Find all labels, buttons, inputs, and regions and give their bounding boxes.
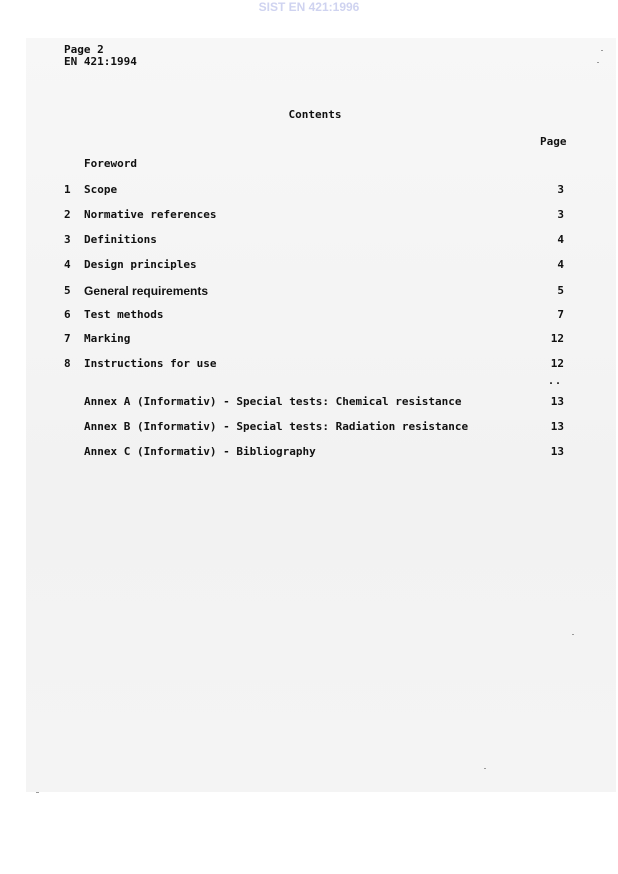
toc-row-annex-a	[0, 395, 618, 409]
toc-page: 4	[557, 233, 564, 246]
stray-dots: ..	[548, 376, 563, 387]
scan-speck	[36, 792, 39, 793]
toc-label: Instructions for use	[84, 357, 217, 370]
toc-label: Scope	[84, 183, 118, 196]
page-column-heading: Page	[540, 135, 567, 148]
scan-speck	[484, 768, 486, 769]
toc-label: Marking	[84, 332, 131, 345]
toc-row-marking	[0, 332, 618, 346]
toc-row-definitions	[0, 233, 618, 247]
page-header	[64, 44, 137, 68]
toc-label: Design principles	[84, 258, 197, 271]
toc-row-design-principles	[0, 258, 618, 272]
toc-row-annex-c	[0, 445, 618, 459]
toc-row-general-requirements	[0, 284, 618, 298]
scan-speck	[572, 634, 574, 635]
toc-label: Definitions	[84, 233, 157, 246]
toc-page: 12	[550, 357, 564, 370]
annex-page: 13	[550, 445, 564, 458]
toc-number: 3	[64, 233, 71, 246]
annex-label: Annex C (Informativ) - Bibliography	[84, 445, 316, 458]
toc-page: 3	[557, 208, 564, 221]
toc-label: General requirements	[84, 284, 209, 298]
toc-label: Test methods	[84, 308, 164, 321]
watermark: SIST EN 421:1996	[258, 0, 360, 14]
toc-number: 1	[64, 183, 71, 196]
toc-number: 6	[64, 308, 71, 321]
page-number: Page 2	[64, 43, 104, 56]
toc-number: 2	[64, 208, 71, 221]
toc-label: Foreword	[84, 157, 137, 170]
toc-number: 4	[64, 258, 71, 271]
toc-page: 4	[557, 258, 564, 271]
annex-page: 13	[550, 395, 564, 408]
toc-label: Normative references	[84, 208, 217, 221]
toc-number: 8	[64, 357, 71, 370]
scan-speck	[601, 50, 603, 51]
toc-row-foreword	[0, 157, 618, 171]
annex-label: Annex B (Informativ) - Special tests: Radiation resistance	[84, 420, 469, 433]
contents-title: Contents	[288, 108, 342, 121]
scan-speck	[597, 62, 599, 63]
toc-row-test-methods	[0, 308, 618, 322]
annex-label: Annex A (Informativ) - Special tests: Chemical resistance	[84, 395, 462, 408]
annex-page: 13	[550, 420, 564, 433]
scanned-page	[26, 38, 616, 792]
toc-row-scope	[0, 183, 618, 197]
toc-row-annex-b	[0, 420, 618, 434]
toc-page: 7	[557, 308, 564, 321]
toc-row-normative-references	[0, 208, 618, 222]
toc-page: 3	[557, 183, 564, 196]
toc-row-instructions-for-use	[0, 357, 618, 371]
toc-number: 7	[64, 332, 71, 345]
toc-page: 12	[550, 332, 564, 345]
toc-page: 5	[557, 284, 564, 297]
toc-number: 5	[64, 284, 71, 297]
standard-reference: EN 421:1994	[64, 55, 137, 68]
